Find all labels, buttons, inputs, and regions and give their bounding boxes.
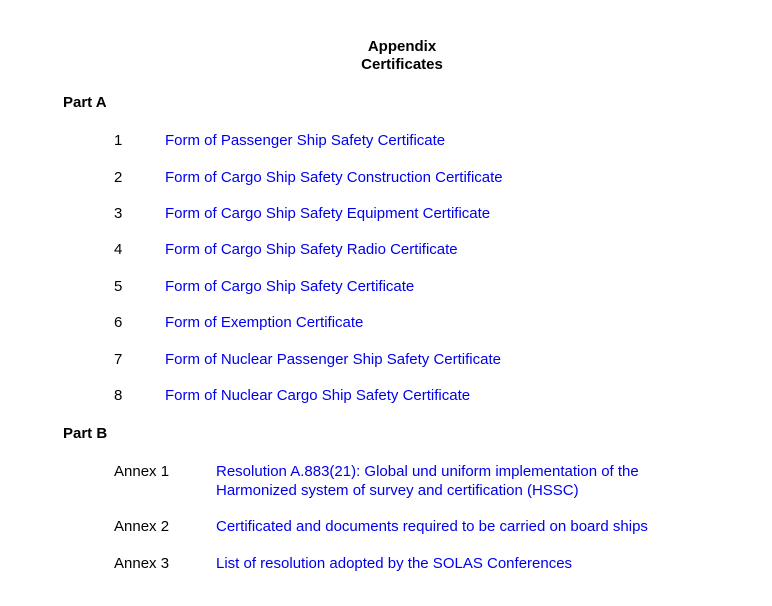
- certificate-link-cargo-ship-safety-radio[interactable]: Form of Cargo Ship Safety Radio Certificate: [165, 241, 458, 258]
- item-number: 7: [114, 351, 123, 368]
- item-number: 2: [114, 169, 123, 186]
- annex-2-link[interactable]: Certificated and documents required to be carried on board ships: [216, 518, 648, 535]
- annex-label: Annex 3: [114, 555, 170, 572]
- annex-3-link[interactable]: List of resolution adopted by the SOLAS Conferences: [216, 555, 573, 572]
- annex-1-link-line2: Harmonized system of survey and certification (HSSC): [216, 482, 579, 499]
- certificate-link-cargo-ship-safety-construction[interactable]: Form of Cargo Ship Safety Construction Certificate: [165, 169, 503, 186]
- certificate-link-nuclear-passenger-ship-safety[interactable]: Form of Nuclear Passenger Ship Safety Certificate: [165, 351, 501, 368]
- annex-label: Annex 2: [114, 518, 170, 535]
- certificate-link-passenger-ship-safety[interactable]: Form of Passenger Ship Safety Certificate: [165, 132, 446, 149]
- part-b-heading: Part B: [63, 425, 108, 442]
- certificate-link-cargo-ship-safety[interactable]: Form of Cargo Ship Safety Certificate: [165, 278, 415, 295]
- item-number: 4: [114, 241, 123, 258]
- certificate-link-nuclear-cargo-ship-safety[interactable]: Form of Nuclear Cargo Ship Safety Certificate: [165, 387, 471, 404]
- annex-1-link[interactable]: [216, 462, 686, 500]
- item-number: 1: [114, 132, 123, 149]
- annex-label: Annex 1: [114, 463, 170, 480]
- certificate-link-exemption[interactable]: Form of Exemption Certificate: [165, 314, 364, 331]
- item-number: 6: [114, 314, 123, 331]
- certificates-subtitle: Certificates: [361, 56, 443, 73]
- certificate-link-cargo-ship-safety-equipment[interactable]: Form of Cargo Ship Safety Equipment Certificate: [165, 205, 491, 222]
- appendix-title: Appendix: [367, 38, 437, 55]
- item-number: 8: [114, 387, 123, 404]
- item-number: 5: [114, 278, 123, 295]
- annex-1-link-line1: Resolution A.883(21): Global und uniform implementation of the: [216, 463, 639, 480]
- item-number: 3: [114, 205, 123, 222]
- part-a-heading: Part A: [63, 94, 107, 111]
